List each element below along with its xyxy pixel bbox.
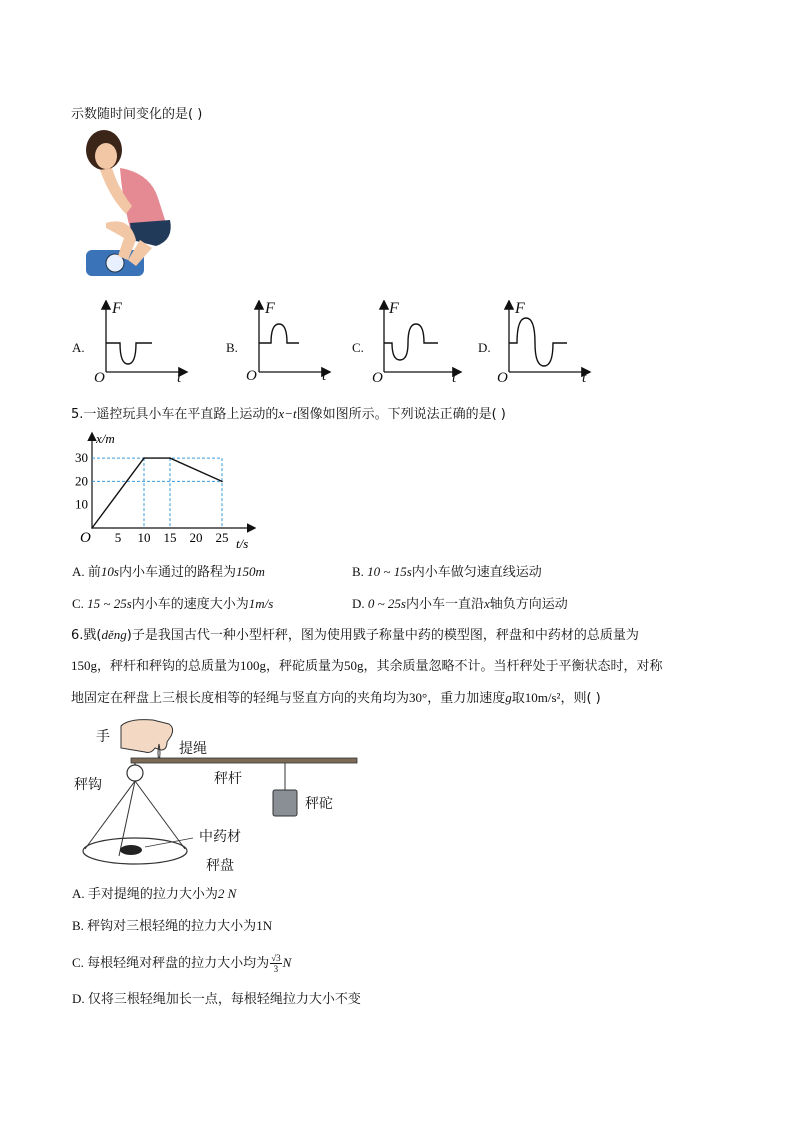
q5-xt-chart <box>66 428 266 554</box>
q5-a-val: 150m <box>235 564 265 579</box>
q5-d-math2: x <box>484 596 490 611</box>
q4-b-t: t <box>322 368 327 384</box>
y-tick-label: 10 <box>75 496 88 512</box>
q4-option-c-letter[interactable]: C. <box>352 340 364 355</box>
q5-option-d[interactable] <box>352 593 568 612</box>
q6-number: 6. <box>71 628 84 643</box>
q5-c-post: 内小车的速度大小为 <box>131 596 249 611</box>
q4-d-f: F <box>515 300 525 317</box>
q4-c-t: t <box>452 370 457 386</box>
q6-c-frac-den: 3 <box>273 964 279 974</box>
q6-pinyin: děng <box>101 627 127 642</box>
x-tick-label: 15 <box>163 530 177 545</box>
x-tick-label: 5 <box>114 530 122 545</box>
label-weight: 秤砣 <box>305 796 333 812</box>
counterweight <box>273 790 297 816</box>
q6-d-letter: D. <box>72 991 88 1006</box>
q4-a-o: O <box>94 370 105 386</box>
origin-label: O <box>80 530 91 546</box>
q4-c-o: O <box>372 370 383 386</box>
q6-stem-line1 <box>71 624 639 643</box>
q6-line3-e: 取 <box>511 691 525 706</box>
label-pan: 秤盘 <box>206 858 234 874</box>
q6-line1-a: 戥( <box>83 628 102 643</box>
q6-stem-line3 <box>71 687 601 706</box>
y-tick-label: 30 <box>75 450 88 466</box>
data-point <box>221 481 223 483</box>
q6-d-text: 仅将三根轻绳加长一点，每根轻绳拉力大小不变 <box>87 992 361 1007</box>
x-tick-label: 20 <box>189 530 203 545</box>
x-tick-label: 10 <box>137 530 151 545</box>
q6-option-c[interactable] <box>72 952 291 974</box>
q5-option-c[interactable] <box>72 593 273 612</box>
q5-d-letter: D. <box>352 596 368 611</box>
hook <box>127 765 143 781</box>
q5-stem-b: 图像如图所示。下列说法正确的是( ) <box>296 407 506 422</box>
q6-line2-f: ，其余质量忽略不计。当杆秤处于平衡状态时，对称 <box>363 659 663 674</box>
q6-line3-c: ，重力加速度 <box>427 691 506 706</box>
q5-c-val: 1m/s <box>248 596 274 611</box>
q6-line2-e: 50g <box>344 658 364 673</box>
q6-c-unit: N <box>282 955 292 970</box>
q6-line1-b: )子是我国古代一种小型杆秤，图为使用戥子称量中药的模型图，秤盘和中药材的总质量为 <box>126 628 639 643</box>
herb <box>120 845 142 855</box>
label-rope: 提绳 <box>179 741 207 757</box>
q6-a-val: 2 N <box>217 886 237 901</box>
q4-c-f: F <box>389 300 399 317</box>
q5-a-letter: A. <box>72 564 88 579</box>
q4-a-f: F <box>112 300 122 317</box>
label-beam: 秤杆 <box>214 771 242 787</box>
q6-c-letter: C. <box>72 955 88 970</box>
q5-a-post: 内小车通过的路程为 <box>118 564 236 579</box>
q4-option-a-letter[interactable]: A. <box>72 340 85 355</box>
q4-option-d-letter[interactable]: D. <box>478 340 491 355</box>
q4-a-t: t <box>177 370 182 386</box>
q6-option-b[interactable] <box>72 915 272 934</box>
data-point <box>169 457 171 459</box>
q5-a-pre: 前 <box>87 564 101 579</box>
q5-stem <box>71 403 506 422</box>
q6-b-val: 1N <box>256 918 273 933</box>
q4-option-graphs <box>60 300 620 392</box>
q5-b-math: 10 ~ 15s <box>367 564 412 579</box>
data-point <box>143 457 145 459</box>
q4-stem-tail: 示数随时间变化的是( ) <box>71 107 203 122</box>
x-tick-label: 25 <box>215 530 229 545</box>
label-hand: 手 <box>96 729 110 745</box>
label-herb: 中药材 <box>199 829 241 845</box>
beam <box>131 758 357 763</box>
series-line <box>92 458 222 528</box>
q6-b-text: 秤钩对三根轻绳的拉力大小为 <box>87 919 257 934</box>
q5-b-letter: B. <box>352 564 368 579</box>
q6-stem-line2 <box>71 655 663 674</box>
q6-line2-c: 100g <box>240 658 267 673</box>
q6-line2-a: 150g <box>71 658 97 673</box>
q6-a-letter: A. <box>72 886 88 901</box>
q6-c-text: 每根轻绳对秤盘的拉力大小均为 <box>87 956 270 971</box>
q6-line3-b: 30° <box>409 690 428 705</box>
q6-line3-g: ，则( ) <box>560 691 601 706</box>
q4-d-o: O <box>497 370 508 386</box>
q5-d-math: 0 ~ 25s <box>367 596 406 611</box>
q5-d-post: 轴负方向运动 <box>489 596 568 611</box>
q5-b-post: 内小车做匀速直线运动 <box>411 564 542 579</box>
q5-option-b[interactable] <box>352 561 542 580</box>
q6-option-d[interactable] <box>72 988 361 1007</box>
q4-b-o: O <box>246 368 257 384</box>
q5-option-a[interactable] <box>72 561 265 580</box>
q6-c-frac-num: √3 <box>271 953 281 963</box>
label-hook: 秤钩 <box>74 777 102 793</box>
q5-number: 5. <box>71 407 84 422</box>
q5-stem-math: x−t <box>278 406 297 421</box>
x-axis-label: t/s <box>236 536 249 551</box>
scale-person-illustration <box>70 128 175 293</box>
q6-c-fraction <box>270 953 281 974</box>
q6-line3-a: 地固定在秤盘上三根长度相等的轻绳与竖直方向的夹角均为 <box>71 691 410 706</box>
q4-option-b-letter[interactable]: B. <box>226 340 238 355</box>
q5-c-letter: C. <box>72 596 88 611</box>
q6-line3-f: 10m/s² <box>524 690 561 705</box>
q5-a-math: 10s <box>100 564 119 579</box>
hand-shape <box>121 720 173 753</box>
q4-b-f: F <box>265 300 275 317</box>
q5-stem-a: 一遥控玩具小车在平直路上运动的 <box>83 407 279 422</box>
y-axis-label: x/m <box>96 431 115 446</box>
q6-line3-d: g <box>505 690 512 705</box>
q5-d-pre2: 内小车一直沿 <box>405 596 484 611</box>
q6-b-letter: B. <box>72 918 88 933</box>
q6-a-text: 手对提绳的拉力大小为 <box>87 887 218 902</box>
q6-option-a[interactable] <box>72 883 236 902</box>
q5-c-math: 15 ~ 25s <box>87 596 132 611</box>
q6-line2-b: ，秤杆和秤钩的总质量为 <box>97 659 241 674</box>
q4-d-t: t <box>582 370 587 386</box>
y-tick-label: 20 <box>75 473 88 489</box>
q6-line2-d: ，秤砣质量为 <box>266 659 345 674</box>
data-point <box>91 527 93 529</box>
